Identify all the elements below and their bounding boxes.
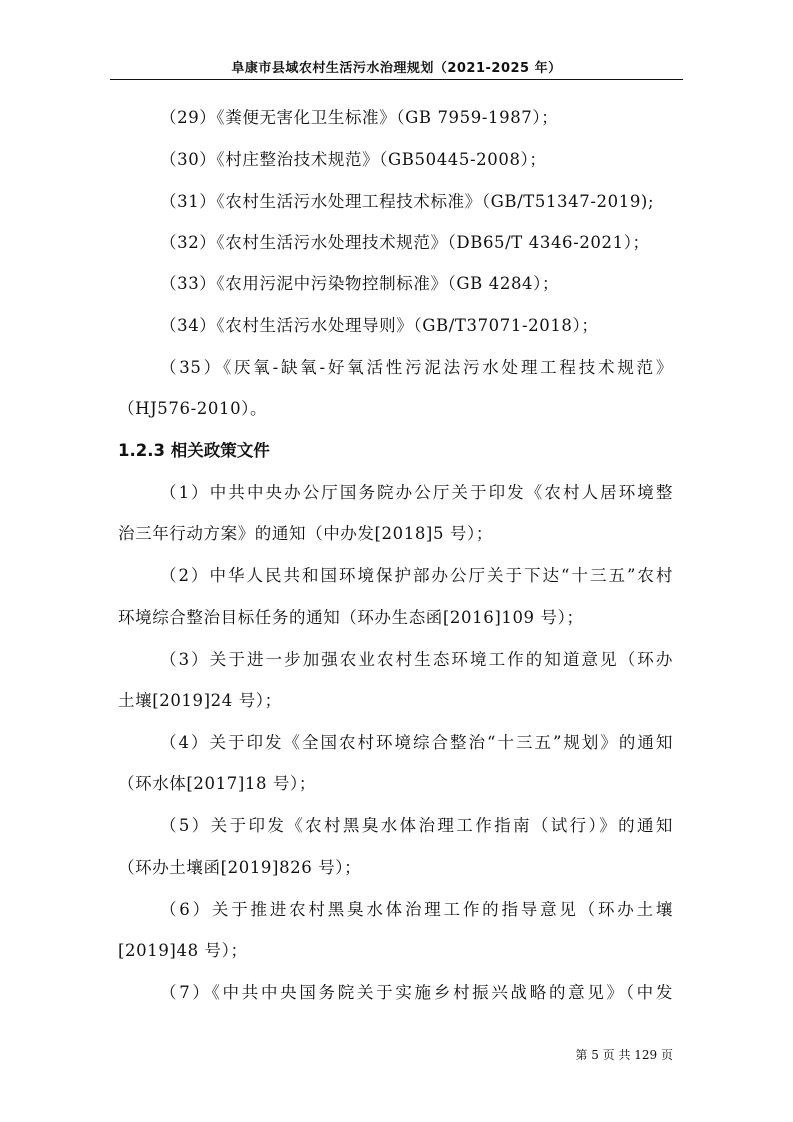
policy-item-1-line2: 治三年行动方案》的通知（中办发[2018]5 号）； — [118, 524, 493, 543]
policy-item-1-line1: （1）中共中央办公厅国务院办公厅关于印发《农村人居环境整 — [160, 483, 673, 502]
standard-item-30: （30）《村庄整治技术规范》（GB50445-2008）； — [160, 150, 547, 169]
policy-item-3-line2: 土壤[2019]24 号）； — [118, 691, 282, 710]
policy-item-7-line1: （7）《中共中央国务院关于实施乡村振兴战略的意见》（中发 — [160, 983, 673, 1002]
standard-item-32: （32）《农村生活污水处理技术规范》（DB65/T 4346-2021）； — [160, 233, 650, 252]
policy-item-6-line2: [2019]48 号）； — [118, 941, 248, 960]
policy-item-5-line2: （环办土壤函[2019]826 号）； — [118, 858, 362, 877]
standard-item-35-line2: （HJ576-2010）。 — [118, 399, 268, 418]
header-rule — [110, 79, 683, 80]
policy-item-6-line1: （6）关于推进农村黑臭水体治理工作的指导意见（环办土壤 — [160, 900, 673, 919]
page-footer — [0, 1046, 793, 1063]
policy-item-4-line2: （环水体[2017]18 号）； — [118, 774, 316, 793]
standard-item-35-line1: （35）《厌氧-缺氧-好氧活性污泥法污水处理工程技术规范》 — [160, 358, 673, 377]
standard-item-31: （31）《农村生活污水处理工程技术标准》（GB/T51347-2019); — [160, 192, 655, 211]
policy-item-2-line2: 环境综合整治目标任务的通知（环办生态函[2016]109 号）； — [118, 608, 584, 627]
section-heading: 1.2.3 相关政策文件 — [118, 441, 270, 460]
page-header-title: 阜康市县域农村生活污水治理规划（2021-2025 年） — [231, 61, 562, 76]
policy-item-3-line1: （3）关于进一步加强农业农村生态环境工作的知道意见（环办 — [160, 650, 673, 669]
policy-item-4-line1: （4）关于印发《全国农村环境综合整治“十三五”规划》的通知 — [160, 733, 673, 752]
standard-item-29: （29）《粪便无害化卫生标准》（GB 7959-1987）； — [160, 108, 559, 127]
page-number-label: 第 5 页 共 129 页 — [575, 1048, 673, 1062]
policy-item-5-line1: （5）关于印发《农村黑臭水体治理工作指南（试行）》的通知 — [160, 816, 673, 835]
policy-item-2-line1: （2）中华人民共和国环境保护部办公厅关于下达“十三五”农村 — [160, 566, 673, 585]
standard-item-33: （33）《农用污泥中污染物控制标准》（GB 4284）； — [160, 274, 560, 293]
standard-item-34: （34）《农村生活污水处理导则》（GB/T37071-2018）； — [160, 316, 599, 335]
